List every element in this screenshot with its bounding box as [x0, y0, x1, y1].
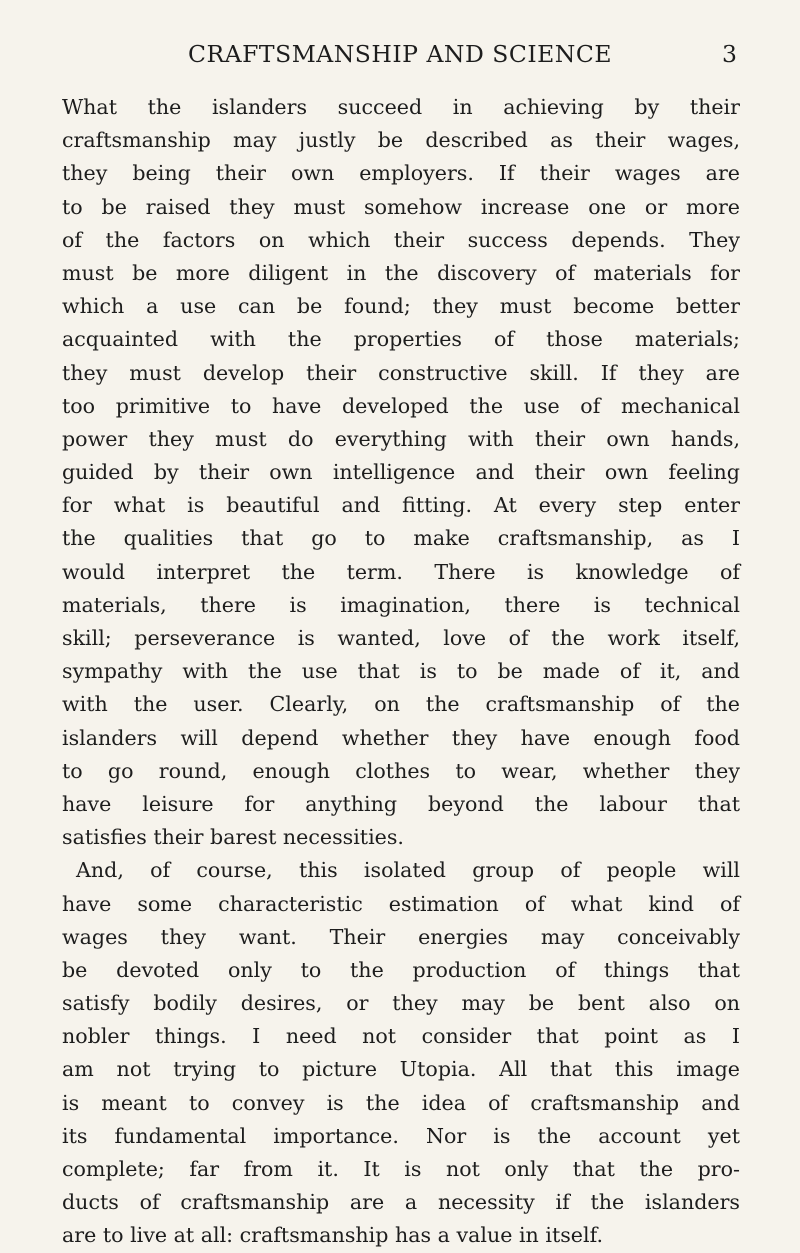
text-line: with the user. Clearly, on the craftsmanship of the — [62, 692, 740, 717]
text-line: satisfy bodily desires, or they may be bent also on — [62, 991, 740, 1016]
text-line: which a use can be found; they must become better — [62, 294, 740, 319]
text-line: are to live at all: craftsmanship has a value in itself. — [62, 1223, 603, 1248]
text-line: too primitive to have developed the use of mechanical — [62, 393, 740, 418]
text-line: to go round, enough clothes to wear, whether they — [62, 758, 740, 783]
text-line: must be more diligent in the discovery of materials for — [62, 260, 740, 285]
text-line: would interpret the term. There is knowledge of — [62, 559, 740, 584]
text-line: its fundamental importance. Nor is the account yet — [62, 1123, 740, 1148]
text-line: skill; perseverance is wanted, love of the work itself, — [62, 626, 740, 650]
text-line: guided by their own intelligence and their own feeling — [62, 460, 740, 485]
text-line: wages they want. Their energies may conceivably — [62, 924, 740, 949]
text-line: of the factors on which their success depends. They — [62, 227, 740, 252]
text-line: What the islanders succeed in achieving by their — [62, 95, 740, 119]
paragraph — [62, 91, 740, 854]
text-line: am not trying to picture Utopia. All that this image — [62, 1057, 740, 1082]
text-line: is meant to convey is the idea of craftsmanship and — [62, 1090, 740, 1115]
text-line: acquainted with the properties of those materials; — [62, 327, 740, 352]
text-line: satisfies their barest necessities. — [62, 825, 404, 850]
text-line: materials, there is imagination, there is technical — [62, 592, 740, 617]
paragraph — [62, 854, 740, 1252]
page-number: 3 — [722, 40, 737, 68]
text-line: they must develop their constructive skill. If they are — [62, 360, 740, 385]
text-line: the qualities that go to make craftsmanship, as I — [62, 526, 740, 551]
body-text — [62, 91, 740, 1253]
text-line: to be raised they must somehow increase one or more — [62, 194, 740, 219]
running-title: CRAFTSMANSHIP AND SCIENCE — [187, 40, 613, 68]
text-line: ducts of craftsmanship are a necessity if the islanders — [62, 1190, 740, 1215]
text-line: And, of course, this isolated group of people will — [76, 858, 740, 883]
text-line: for what is beautiful and fitting. At every step enter — [62, 493, 740, 518]
text-line: have leisure for anything beyond the labour that — [62, 791, 740, 816]
text-line: craftsmanship may justly be described as their wages, — [62, 128, 740, 153]
text-line: nobler things. I need not consider that point as I — [62, 1024, 740, 1049]
text-line: power they must do everything with their own hands, — [62, 426, 740, 451]
text-line: they being their own employers. If their wages are — [62, 161, 740, 186]
text-line: be devoted only to the production of things that — [62, 957, 740, 982]
text-line: islanders will depend whether they have enough food — [62, 725, 740, 750]
running-head — [0, 38, 800, 70]
text-line: complete; far from it. It is not only that the pro- — [62, 1157, 740, 1181]
text-line: have some characteristic estimation of what kind of — [62, 891, 740, 916]
text-line: sympathy with the use that is to be made of it, and — [62, 659, 740, 684]
